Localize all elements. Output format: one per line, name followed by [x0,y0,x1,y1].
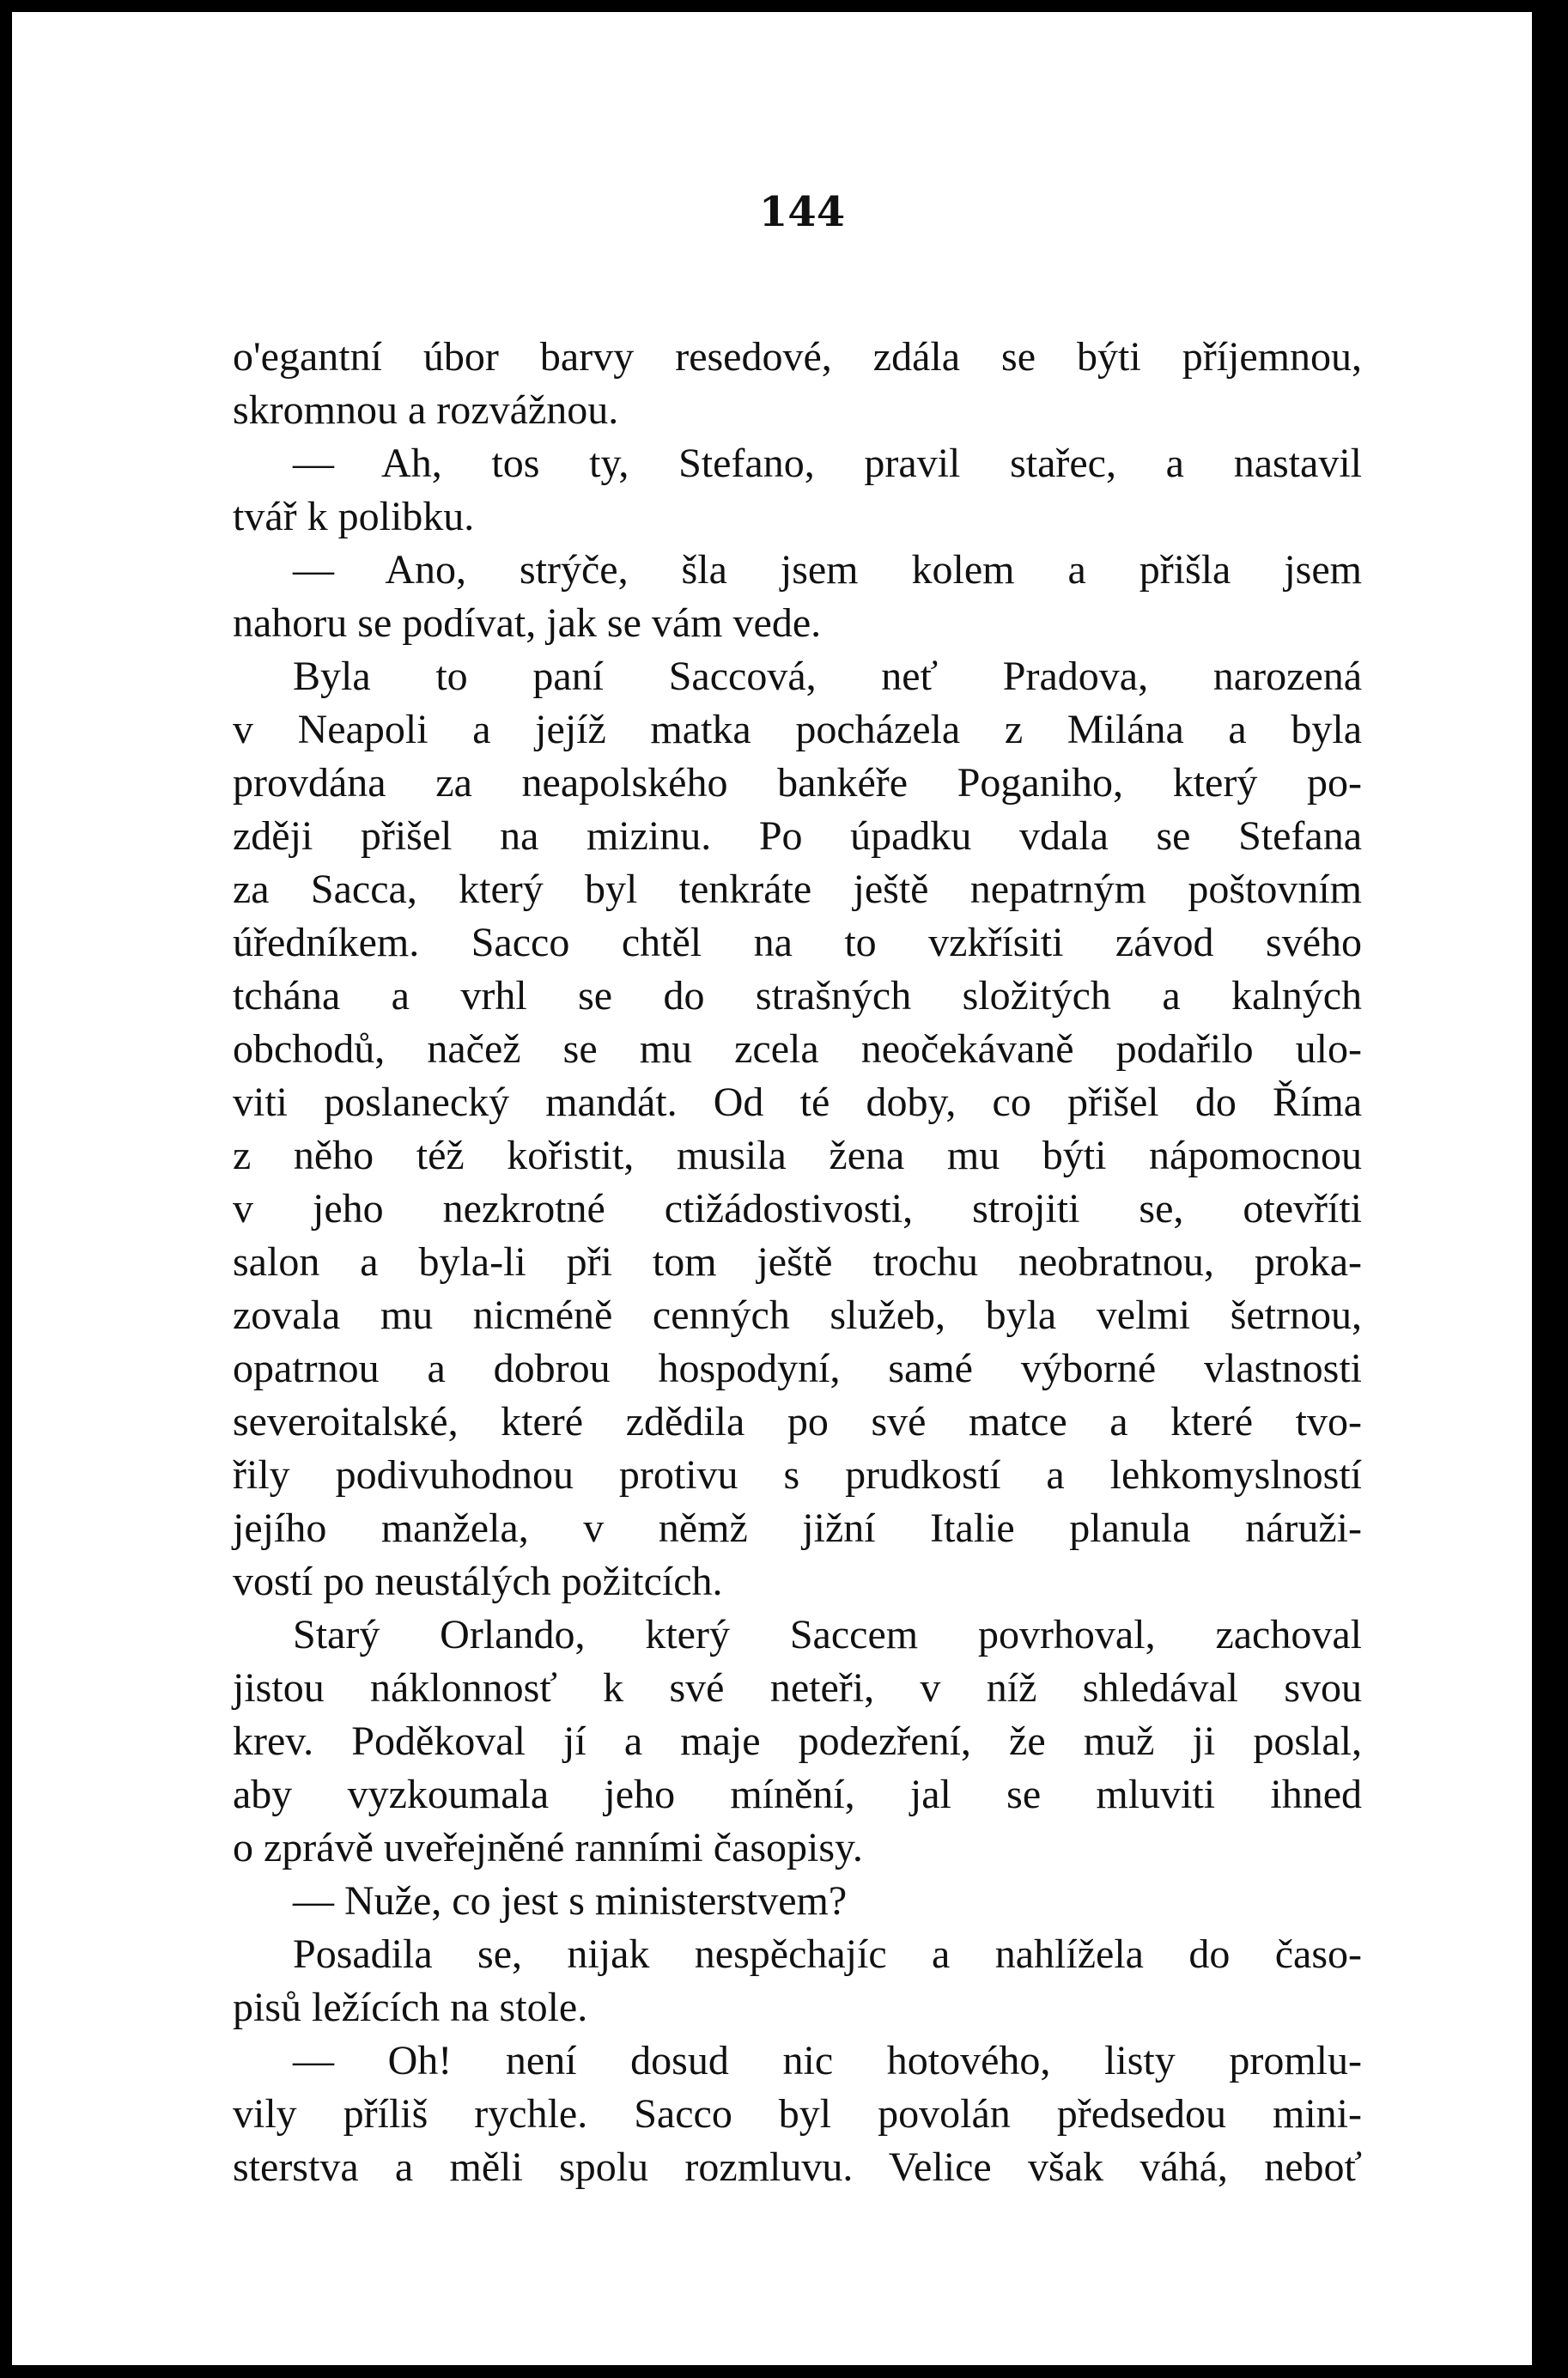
text-line: opatrnou a dobrou hospodyní, samé výborné vlastnosti [233,1346,1362,1391]
text-line: v Neapoli a jejíž matka pocházela z Milána a byla [233,707,1362,752]
text-line: vily příliš rychle. Sacco byl povolán předsedou mini- [233,2091,1362,2137]
text-line: o zprávě uveřejněné ranními časopisy. [233,1825,863,1870]
text-line: obchodů, načež se mu zcela neočekávaně podařilo ulo- [233,1026,1362,1072]
text-line: sterstva a měli spolu rozmluvu. Velice však váhá, neboť [233,2144,1362,2190]
text-line: z něho též kořistit, musila žena mu býti nápomocnou [233,1133,1362,1178]
text-line: viti poslanecký mandát. Od té doby, co přišel do Říma [233,1080,1362,1125]
text-line: nahoru se podívat, jak se vám vede. [233,600,822,646]
text-line: za Sacca, který byl tenkráte ještě nepatrným poštovním [233,867,1362,912]
text-line: úředníkem. Sacco chtěl na to vzkřísiti závod svého [233,920,1362,965]
text-line: — Nuže, co jest s ministerstvem? [293,1878,848,1924]
text-line: salon a byla-li při tom ještě trochu neobratnou, proka- [233,1239,1362,1285]
text-line: tchána a vrhl se do strašných složitých a kalných [233,973,1362,1019]
text-line: o'egantní úbor barvy resedové, zdála se býti příjemnou, [233,334,1362,380]
text-line: vostí po neustálých požitcích. [233,1559,723,1604]
text-line: severoitalské, které zdědila po své matce a které tvo- [233,1399,1362,1444]
text-line: jejího manžela, v němž jižní Italie planula náruži- [233,1505,1362,1551]
text-line: — Ah, tos ty, Stefano, pravil stařec, a nastavil [293,441,1362,486]
text-line: krev. Poděkoval jí a maje podezření, že muž ji poslal, [233,1718,1362,1764]
text-line: zději přišel na mizinu. Po úpadku vdala se Stefana [233,813,1362,859]
text-line: aby vyzkoumala jeho mínění, jal se mluviti ihned [233,1772,1362,1817]
text-line: Posadila se, nijak nespěchajíc a nahlížela do časo- [293,1931,1362,1977]
text-line: Byla to paní Saccová, neť Pradova, narozená [293,654,1362,699]
text-line: — Ano, strýče, šla jsem kolem a přišla jsem [293,547,1362,593]
text-line: řily podivuhodnou protivu s prudkostí a lehkomyslností [233,1452,1362,1498]
text-line: jistou náklonnosť k své neteři, v níž shledával svou [233,1665,1362,1711]
text-line: zovala mu nicméně cenných služeb, byla velmi šetrnou, [233,1292,1362,1338]
text-line: v jeho nezkrotné ctižádostivosti, strojiti se, otevříti [233,1186,1362,1232]
body-text [233,331,1362,2194]
text-line: skromnou a rozvážnou. [233,387,619,433]
text-line: tvář k polibku. [233,494,475,539]
text-line: — Oh! není dosud nic hotového, listy promlu- [293,2038,1362,2083]
page-number: 144 [758,188,846,236]
text-line: provdána za neapolského bankéře Poganiho, který po- [233,760,1362,806]
page-edge-shadow [1532,12,1541,2365]
text-line: pisů ležících na stole. [233,1985,588,2030]
text-line: Starý Orlando, který Saccem povrhoval, zachoval [293,1612,1362,1657]
book-page [12,12,1541,2365]
